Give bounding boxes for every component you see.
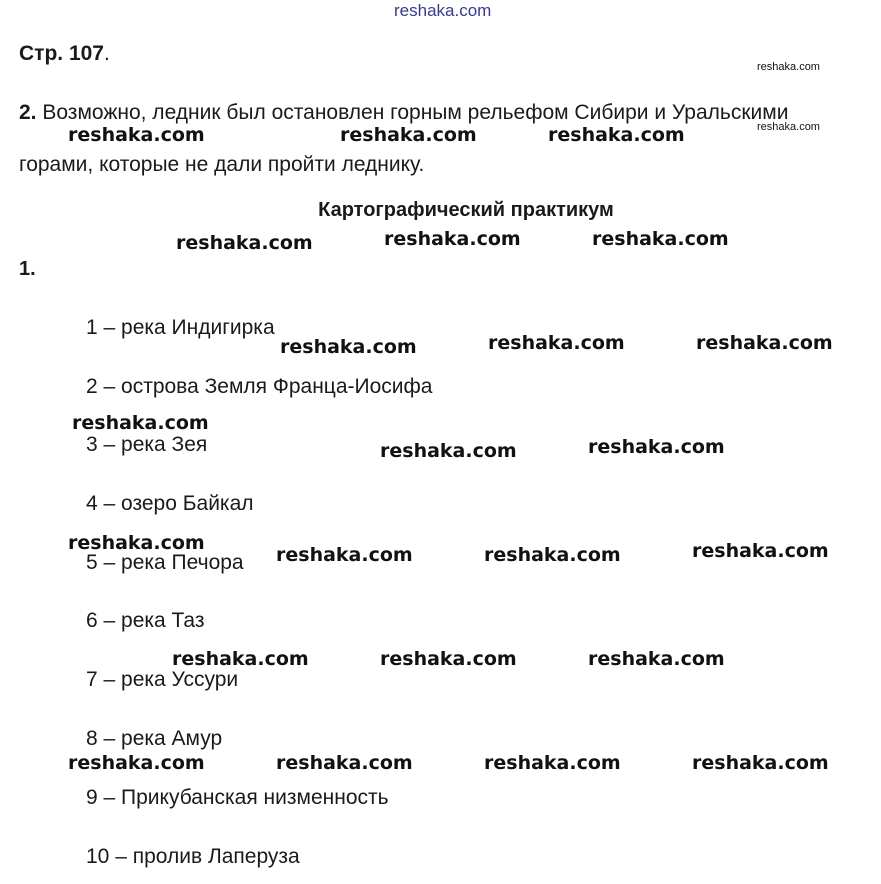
watermark: reshaka.com [588, 648, 725, 670]
list-item: 7 – река Уссури [86, 668, 239, 691]
list-item: 9 – Прикубанская низменность [86, 786, 389, 809]
watermark: reshaka.com [276, 752, 413, 774]
watermark: reshaka.com [276, 544, 413, 566]
answer-line-1: Возможно, ледник был остановлен горным рельефом Сибири и Уральскими [42, 101, 789, 124]
watermark: reshaka.com [488, 332, 625, 354]
watermark: reshaka.com [484, 752, 621, 774]
watermark: reshaka.com [280, 336, 417, 358]
watermark: reshaka.com [757, 61, 820, 73]
list-item: 4 – озеро Байкал [86, 492, 254, 515]
watermark: reshaka.com [68, 124, 205, 146]
list-item: 8 – река Амур [86, 727, 223, 750]
watermark: reshaka.com [692, 752, 829, 774]
answer-line-2: горами, которые не дали пройти леднику. [19, 153, 425, 176]
list-item: 6 – река Таз [86, 609, 205, 632]
list-item: 2 – острова Земля Франца-Иосифа [86, 375, 433, 398]
watermark: reshaka.com [176, 232, 313, 254]
header-watermark: reshaka.com [394, 1, 492, 20]
list-item: 1 – река Индигирка [86, 316, 275, 339]
list-item: 3 – река Зея [86, 433, 208, 456]
page-label-dot: . [103, 42, 110, 65]
list-item: 10 – пролив Лаперуза [86, 845, 300, 868]
watermark: reshaka.com [68, 532, 205, 554]
watermark: reshaka.com [68, 752, 205, 774]
watermark: reshaka.com [340, 124, 477, 146]
watermark: reshaka.com [588, 436, 725, 458]
watermark: reshaka.com [757, 121, 820, 133]
watermark: reshaka.com [384, 228, 521, 250]
watermark: reshaka.com [692, 540, 829, 562]
section-title: Картографический практикум [318, 199, 614, 221]
task-number: 1. [19, 258, 36, 280]
watermark: reshaka.com [380, 648, 517, 670]
watermark: reshaka.com [172, 648, 309, 670]
watermark: reshaka.com [592, 228, 729, 250]
answer-number: 2. [19, 101, 37, 124]
list-item: 5 – река Печора [86, 551, 244, 574]
watermark: reshaka.com [484, 544, 621, 566]
watermark: reshaka.com [548, 124, 685, 146]
watermark: reshaka.com [696, 332, 833, 354]
watermark: reshaka.com [380, 440, 517, 462]
page-label [19, 42, 110, 66]
page-number: Стр. 107 [19, 42, 104, 65]
watermark: reshaka.com [72, 412, 209, 434]
